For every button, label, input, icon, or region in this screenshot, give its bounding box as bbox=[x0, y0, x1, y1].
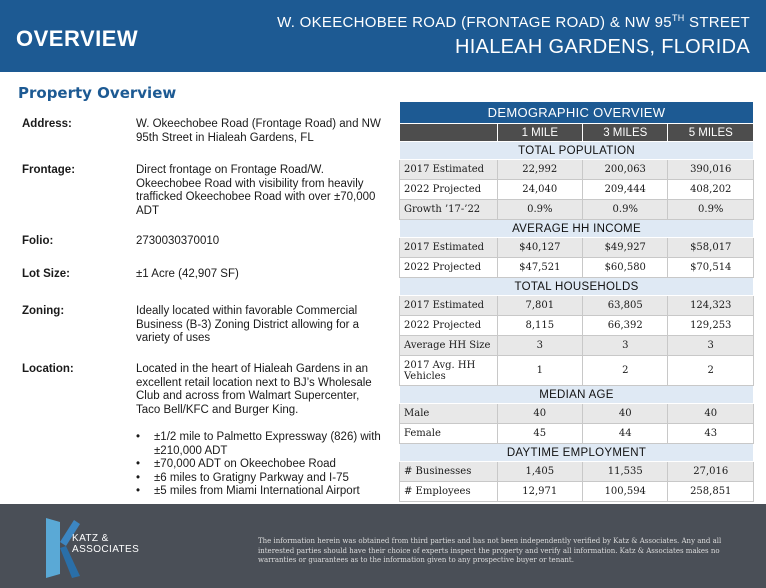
row-label: 2022 Projected bbox=[400, 316, 498, 336]
section-header-row bbox=[400, 220, 754, 238]
table-row bbox=[400, 356, 754, 386]
table-cell: 0.9% bbox=[497, 200, 582, 220]
table-row bbox=[400, 296, 754, 316]
zoning-value: Ideally located within favorable Commercial Business (B-3) Zoning District allowing for a variety of uses bbox=[136, 305, 360, 344]
list-item: • ±5 miles from Miami International Airport bbox=[136, 485, 386, 499]
property-street-title: W. OKEECHOBEE ROAD (FRONTAGE ROAD) & NW 95TH STREET bbox=[277, 13, 750, 31]
column-header: 5 MILES bbox=[668, 124, 754, 142]
frontage-label: Frontage: bbox=[22, 164, 76, 176]
table-cell: 1,405 bbox=[497, 462, 582, 482]
row-label: Growth ’17-’22 bbox=[400, 200, 498, 220]
section-header: AVERAGE HH INCOME bbox=[400, 220, 754, 238]
table-row bbox=[400, 160, 754, 180]
table-cell: 7,801 bbox=[497, 296, 582, 316]
row-label: 2017 Estimated bbox=[400, 160, 498, 180]
table-cell: 124,323 bbox=[668, 296, 754, 316]
row-label: 2017 Estimated bbox=[400, 296, 498, 316]
table-cell: 40 bbox=[497, 404, 582, 424]
page-footer bbox=[0, 504, 766, 588]
table-cell: $58,017 bbox=[668, 238, 754, 258]
demographic-table bbox=[399, 101, 754, 502]
zoning-label: Zoning: bbox=[22, 305, 65, 317]
table-cell: 3 bbox=[497, 336, 582, 356]
column-header-row bbox=[400, 124, 754, 142]
table-cell: 24,040 bbox=[497, 180, 582, 200]
table-cell: 3 bbox=[583, 336, 668, 356]
table-cell: $70,514 bbox=[668, 258, 754, 278]
table-cell: 2 bbox=[583, 356, 668, 386]
folio-label: Folio: bbox=[22, 235, 54, 247]
frontage-value: Direct frontage on Frontage Road/W. Okeechobee Road with visibility from heavily trafficked Okeechobee Road with over ±70,000 ADT bbox=[136, 164, 376, 217]
table-cell: 3 bbox=[668, 336, 754, 356]
folio-value: 2730030370010 bbox=[136, 235, 220, 247]
table-cell: 390,016 bbox=[668, 160, 754, 180]
table-cell: 27,016 bbox=[668, 462, 754, 482]
address-value: W. Okeechobee Road (Frontage Road) and NW 95th Street in Hialeah Gardens, FL bbox=[136, 118, 381, 144]
table-row bbox=[400, 424, 754, 444]
table-cell: 200,063 bbox=[583, 160, 668, 180]
column-header-blank bbox=[400, 124, 498, 142]
table-row bbox=[400, 200, 754, 220]
demographic-title: DEMOGRAPHIC OVERVIEW bbox=[400, 102, 754, 124]
table-row bbox=[400, 180, 754, 200]
table-cell: 40 bbox=[583, 404, 668, 424]
table-cell: 1 bbox=[497, 356, 582, 386]
list-item: • ±1/2 mile to Palmetto Expressway (826) with ±210,000 ADT bbox=[136, 431, 386, 458]
table-cell: 45 bbox=[497, 424, 582, 444]
table-cell: 100,594 bbox=[583, 482, 668, 502]
property-overview-heading: Property Overview bbox=[18, 84, 177, 102]
list-item: • ±6 miles to Gratigny Parkway and I-75 bbox=[136, 472, 386, 486]
table-cell: $60,580 bbox=[583, 258, 668, 278]
list-item: • ±70,000 ADT on Okeechobee Road bbox=[136, 458, 386, 472]
table-row bbox=[400, 336, 754, 356]
table-cell: 11,535 bbox=[583, 462, 668, 482]
table-cell: 258,851 bbox=[668, 482, 754, 502]
address-label: Address: bbox=[22, 118, 72, 130]
table-cell: 129,253 bbox=[668, 316, 754, 336]
column-header: 1 MILE bbox=[497, 124, 582, 142]
section-header: TOTAL POPULATION bbox=[400, 142, 754, 160]
table-cell: $49,927 bbox=[583, 238, 668, 258]
table-cell: 0.9% bbox=[583, 200, 668, 220]
table-cell: 209,444 bbox=[583, 180, 668, 200]
location-label: Location: bbox=[22, 363, 74, 375]
logo-wordmark: KATZ & ASSOCIATES bbox=[72, 533, 140, 555]
lot-size-value: ±1 Acre (42,907 SF) bbox=[136, 268, 239, 280]
table-cell: $40,127 bbox=[497, 238, 582, 258]
table-cell: 66,392 bbox=[583, 316, 668, 336]
property-city-title: HIALEAH GARDENS, FLORIDA bbox=[454, 36, 750, 58]
demographic-body bbox=[400, 142, 754, 502]
row-label: Male bbox=[400, 404, 498, 424]
table-cell: 408,202 bbox=[668, 180, 754, 200]
table-row bbox=[400, 404, 754, 424]
lot-size-label: Lot Size: bbox=[22, 268, 70, 280]
section-header: DAYTIME EMPLOYMENT bbox=[400, 444, 754, 462]
table-cell: 63,805 bbox=[583, 296, 668, 316]
location-bullets bbox=[136, 431, 386, 499]
table-cell: 0.9% bbox=[668, 200, 754, 220]
table-row bbox=[400, 316, 754, 336]
table-row bbox=[400, 462, 754, 482]
table-cell: 12,971 bbox=[497, 482, 582, 502]
table-cell: 22,992 bbox=[497, 160, 582, 180]
table-cell: $47,521 bbox=[497, 258, 582, 278]
table-cell: 8,115 bbox=[497, 316, 582, 336]
page-header bbox=[0, 0, 766, 72]
column-header: 3 MILES bbox=[583, 124, 668, 142]
table-cell: 43 bbox=[668, 424, 754, 444]
table-row bbox=[400, 258, 754, 278]
section-header: TOTAL HOUSEHOLDS bbox=[400, 278, 754, 296]
section-header: MEDIAN AGE bbox=[400, 386, 754, 404]
row-label: 2017 Estimated bbox=[400, 238, 498, 258]
location-value: Located in the heart of Hialeah Gardens in an excellent retail location next to BJ’s Wholesale Club and across from Walmart Supercenter, Taco Bell/KFC and Burger King. • ±1/2 mile to Palmetto Expressway (826) with ±210,000 ADT • ±70,000 ADT on Okeechobee Road • ±6 miles to Gratigny Parkway and I-75 • ±5 miles from Miami International Airport bbox=[136, 363, 386, 499]
row-label: # Employees bbox=[400, 482, 498, 502]
row-label: 2017 Avg. HH Vehicles bbox=[400, 356, 498, 386]
disclaimer-text: The information herein was obtained from third parties and has not been independently verified by Katz & Associates. Any and all interested parties should have their choice of experts inspect the property and verify all information. Katz & Associates makes no warranties or guarantees as to the information given to any prospective buyer or tenant. bbox=[258, 537, 722, 564]
table-cell: 2 bbox=[668, 356, 754, 386]
section-header-row bbox=[400, 444, 754, 462]
section-title: OVERVIEW bbox=[16, 26, 139, 51]
section-header-row bbox=[400, 386, 754, 404]
row-label: # Businesses bbox=[400, 462, 498, 482]
table-row bbox=[400, 482, 754, 502]
table-row bbox=[400, 238, 754, 258]
row-label: Average HH Size bbox=[400, 336, 498, 356]
table-cell: 44 bbox=[583, 424, 668, 444]
row-label: 2022 Projected bbox=[400, 180, 498, 200]
section-header-row bbox=[400, 278, 754, 296]
row-label: 2022 Projected bbox=[400, 258, 498, 278]
row-label: Female bbox=[400, 424, 498, 444]
table-cell: 40 bbox=[668, 404, 754, 424]
section-header-row bbox=[400, 142, 754, 160]
